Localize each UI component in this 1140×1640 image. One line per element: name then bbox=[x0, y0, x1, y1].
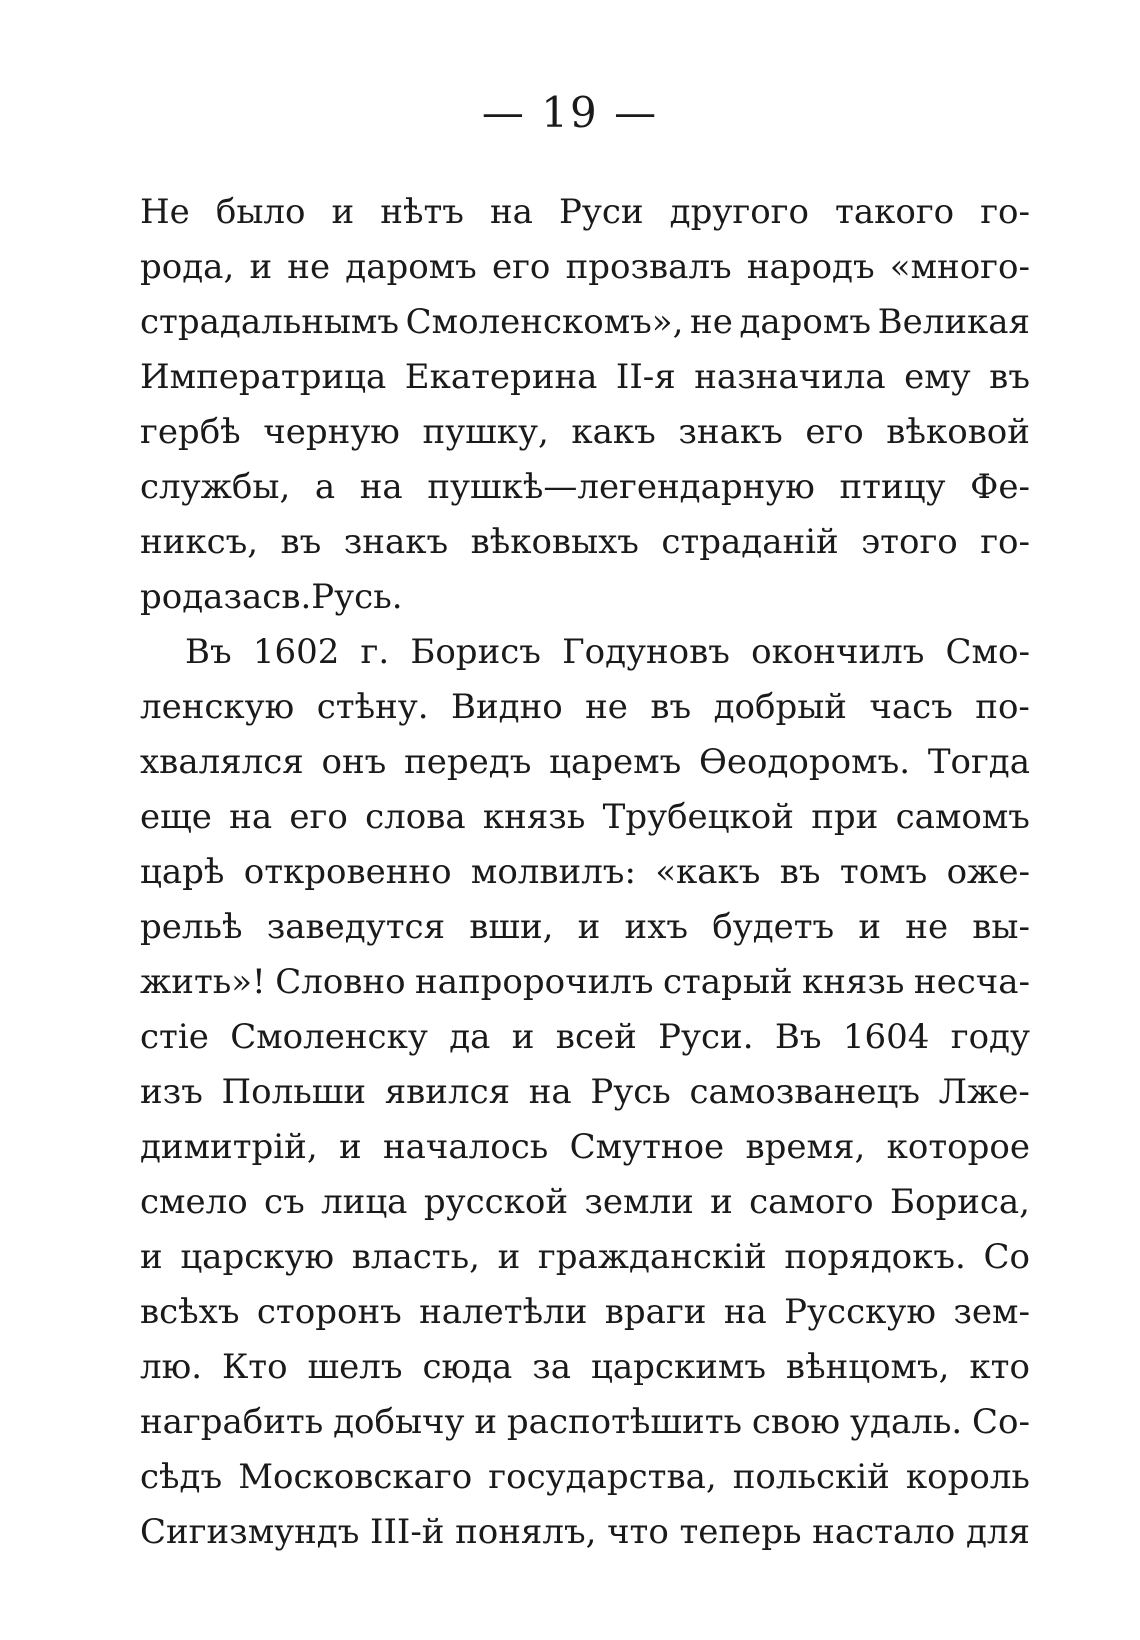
word: добрый bbox=[713, 687, 847, 727]
word: гражданскій bbox=[537, 1237, 767, 1277]
word: III-й bbox=[370, 1512, 445, 1552]
word: самомъ bbox=[895, 797, 1030, 837]
word: власть, bbox=[351, 1237, 480, 1277]
word: несча- bbox=[913, 962, 1030, 1002]
word: не bbox=[287, 247, 331, 287]
word: 1602 bbox=[252, 632, 340, 672]
word: сюда bbox=[422, 1347, 513, 1387]
word: вы- bbox=[972, 907, 1030, 947]
word: рельѣ bbox=[140, 907, 243, 947]
word: на bbox=[489, 192, 533, 232]
word: государства, bbox=[488, 1457, 717, 1497]
word: Московскаго bbox=[238, 1457, 473, 1497]
word: и bbox=[331, 192, 355, 232]
text-line bbox=[140, 898, 1030, 956]
word: стіе bbox=[140, 1017, 209, 1057]
word: самого bbox=[749, 1182, 874, 1222]
word: польскій bbox=[732, 1457, 890, 1497]
word: димитрій, bbox=[140, 1127, 318, 1167]
text-line bbox=[140, 1008, 1030, 1066]
word: добычу bbox=[333, 1402, 465, 1442]
word: какъ bbox=[571, 412, 656, 452]
word: а bbox=[314, 467, 336, 507]
word: по- bbox=[975, 687, 1030, 727]
word: го- bbox=[980, 192, 1030, 232]
word: Руси. bbox=[658, 1017, 754, 1057]
text-line bbox=[140, 1338, 1030, 1396]
word: царемъ bbox=[549, 742, 682, 782]
word: Руси bbox=[559, 192, 644, 232]
word: старый bbox=[662, 962, 793, 1002]
word: кто bbox=[969, 1347, 1030, 1387]
word: рода bbox=[140, 577, 224, 617]
word: Смоленску bbox=[230, 1017, 428, 1057]
word: и bbox=[474, 1402, 498, 1442]
word: Великая bbox=[877, 302, 1030, 342]
word: король bbox=[905, 1457, 1030, 1497]
word: царѣ bbox=[140, 852, 225, 892]
word: томъ bbox=[839, 852, 928, 892]
text-line bbox=[140, 1503, 1030, 1561]
word: на bbox=[229, 797, 273, 837]
word: хвалялся bbox=[140, 742, 304, 782]
word: зем- bbox=[953, 1292, 1030, 1332]
word: лица bbox=[321, 1182, 408, 1222]
word: и bbox=[338, 1127, 362, 1167]
word: и bbox=[577, 907, 601, 947]
word: и bbox=[249, 247, 273, 287]
text-line bbox=[140, 1228, 1030, 1286]
word: Со bbox=[983, 1237, 1030, 1277]
word: онъ bbox=[321, 742, 387, 782]
text-line bbox=[140, 1063, 1030, 1121]
word: явился bbox=[384, 1072, 511, 1112]
word: 1604 bbox=[842, 1017, 930, 1057]
word: Русскую bbox=[784, 1292, 936, 1332]
word: стѣну. bbox=[316, 687, 429, 727]
text-line bbox=[140, 293, 1030, 351]
word: знакъ bbox=[678, 412, 783, 452]
word: Фе- bbox=[970, 467, 1030, 507]
word: страдальнымъ bbox=[140, 302, 400, 342]
word: сѣдъ bbox=[140, 1457, 223, 1497]
word: напророчилъ bbox=[415, 962, 654, 1002]
word: въ bbox=[779, 852, 821, 892]
word: Лже- bbox=[938, 1072, 1030, 1112]
word: прозвалъ bbox=[565, 247, 732, 287]
word: даромъ bbox=[345, 247, 477, 287]
word: его bbox=[289, 797, 348, 837]
word: не bbox=[690, 302, 733, 342]
word: смело bbox=[140, 1182, 248, 1222]
text-line bbox=[140, 1448, 1030, 1506]
word: теперь bbox=[679, 1512, 802, 1552]
page-number: — 19 — bbox=[481, 88, 659, 137]
word: заведутся bbox=[266, 907, 446, 947]
word: съ bbox=[264, 1182, 305, 1222]
word: которое bbox=[886, 1127, 1030, 1167]
word: настало bbox=[812, 1512, 956, 1552]
text-line bbox=[140, 733, 1030, 791]
word: другого bbox=[669, 192, 809, 232]
word: князь bbox=[802, 962, 905, 1002]
word: за bbox=[223, 577, 263, 617]
word: сторонъ bbox=[256, 1292, 402, 1332]
word: земли bbox=[584, 1182, 694, 1222]
word: Въ bbox=[774, 1017, 822, 1057]
word: не bbox=[585, 687, 628, 727]
word: всѣхъ bbox=[140, 1292, 240, 1332]
word: го- bbox=[980, 522, 1030, 562]
word: свою bbox=[751, 1402, 841, 1442]
word: оже- bbox=[946, 852, 1030, 892]
text-line bbox=[140, 1173, 1030, 1231]
word: даромъ bbox=[739, 302, 871, 342]
word: II-я bbox=[615, 357, 676, 397]
word: «много- bbox=[889, 247, 1030, 287]
word: страданій bbox=[661, 522, 839, 562]
word: такого bbox=[835, 192, 955, 232]
word: и bbox=[710, 1182, 733, 1222]
word: гербѣ bbox=[140, 412, 241, 452]
word: св. bbox=[262, 577, 312, 617]
word: и bbox=[858, 907, 882, 947]
word: жить»! bbox=[140, 962, 266, 1002]
word: лю. bbox=[140, 1347, 203, 1387]
word: Борисъ bbox=[410, 632, 541, 672]
word: враги bbox=[604, 1292, 707, 1332]
word: вши, bbox=[469, 907, 554, 947]
word: ихъ bbox=[624, 907, 689, 947]
word: что bbox=[607, 1512, 669, 1552]
word: и bbox=[497, 1237, 521, 1277]
word: Русь. bbox=[311, 577, 403, 617]
word: Смоленскомъ», bbox=[405, 302, 684, 342]
word: году bbox=[950, 1017, 1030, 1057]
word: «какъ bbox=[655, 852, 761, 892]
word: молвилъ: bbox=[470, 852, 636, 892]
word: рода, bbox=[140, 247, 235, 287]
word: Русь bbox=[590, 1072, 671, 1112]
word: шелъ bbox=[307, 1347, 403, 1387]
word: пушкѣ—легендарную bbox=[427, 467, 815, 507]
text-line bbox=[140, 843, 1030, 901]
word: будетъ bbox=[712, 907, 835, 947]
word: на bbox=[359, 467, 403, 507]
word: этого bbox=[861, 522, 958, 562]
word: Кто bbox=[221, 1347, 288, 1387]
text-line bbox=[140, 348, 1030, 406]
word: вѣковой bbox=[886, 412, 1030, 452]
word: Императрица bbox=[140, 357, 387, 397]
word: время, bbox=[745, 1127, 866, 1167]
word: на bbox=[723, 1292, 767, 1332]
word: нѣтъ bbox=[380, 192, 464, 232]
word: никсъ, bbox=[140, 522, 259, 562]
text-line bbox=[185, 623, 1030, 681]
word: при bbox=[811, 797, 879, 837]
word: знакъ bbox=[343, 522, 449, 562]
text-line bbox=[140, 1283, 1030, 1341]
word: въ bbox=[989, 357, 1030, 397]
word: откровенно bbox=[243, 852, 452, 892]
word: Ѳеодоромъ. bbox=[699, 742, 911, 782]
word: Въ bbox=[185, 632, 232, 672]
word: царскимъ bbox=[591, 1347, 766, 1387]
word: не bbox=[905, 907, 949, 947]
word: самозванецъ bbox=[689, 1072, 920, 1112]
word: птицу bbox=[839, 467, 946, 507]
text-line bbox=[140, 238, 1030, 296]
text-line bbox=[140, 403, 1030, 461]
word: Словно bbox=[275, 962, 406, 1002]
word: и bbox=[511, 1017, 535, 1057]
word: ленскую bbox=[140, 687, 295, 727]
text-line bbox=[140, 513, 1030, 571]
word: передъ bbox=[404, 742, 532, 782]
word: ему bbox=[904, 357, 971, 397]
word: на bbox=[528, 1072, 572, 1112]
word: окончилъ bbox=[751, 632, 925, 672]
word: изъ bbox=[140, 1072, 203, 1112]
text-line bbox=[140, 953, 1030, 1011]
word: назначила bbox=[694, 357, 886, 397]
text-line bbox=[140, 183, 1030, 241]
word: Польши bbox=[221, 1072, 367, 1112]
word: Бориса, bbox=[889, 1182, 1030, 1222]
word: еще bbox=[140, 797, 212, 837]
word: Смо- bbox=[945, 632, 1030, 672]
word: въ bbox=[650, 687, 692, 727]
word: вѣнцомъ, bbox=[785, 1347, 950, 1387]
word: его bbox=[805, 412, 864, 452]
text-line bbox=[140, 678, 1030, 736]
word: черную bbox=[263, 412, 400, 452]
word: его bbox=[492, 247, 551, 287]
word: вѣковыхъ bbox=[470, 522, 639, 562]
word: удаль. bbox=[850, 1402, 963, 1442]
word: службы, bbox=[140, 467, 291, 507]
word: народъ bbox=[746, 247, 875, 287]
word: началось bbox=[382, 1127, 549, 1167]
word: Трубецкой bbox=[602, 797, 794, 837]
word: Со- bbox=[972, 1402, 1030, 1442]
word: всей bbox=[555, 1017, 637, 1057]
word: Сигизмундъ bbox=[140, 1512, 360, 1552]
text-line bbox=[140, 788, 1030, 846]
word: слова bbox=[365, 797, 466, 837]
text-line bbox=[140, 458, 1030, 516]
word: для bbox=[965, 1512, 1030, 1552]
word: часъ bbox=[869, 687, 953, 727]
word: понялъ, bbox=[455, 1512, 597, 1552]
word: русской bbox=[423, 1182, 569, 1222]
word: Тогда bbox=[927, 742, 1030, 782]
word: налетѣли bbox=[419, 1292, 588, 1332]
word: Не bbox=[140, 192, 190, 232]
word: за bbox=[532, 1347, 572, 1387]
word: Екатерина bbox=[404, 357, 598, 397]
word: порядокъ. bbox=[784, 1237, 966, 1277]
word: да bbox=[449, 1017, 491, 1057]
word: Видно bbox=[450, 687, 563, 727]
word: Смутное bbox=[569, 1127, 725, 1167]
word: князь bbox=[482, 797, 586, 837]
word: г. bbox=[360, 632, 390, 672]
word: въ bbox=[280, 522, 322, 562]
word: пушку, bbox=[422, 412, 549, 452]
word: награбить bbox=[140, 1402, 324, 1442]
word: было bbox=[215, 192, 306, 232]
word: царскую bbox=[180, 1237, 335, 1277]
text-line bbox=[140, 568, 1030, 626]
text-line bbox=[140, 1393, 1030, 1451]
word: Годуновъ bbox=[562, 632, 730, 672]
text-line bbox=[140, 1118, 1030, 1176]
word: распотѣшить bbox=[506, 1402, 743, 1442]
word: и bbox=[140, 1237, 163, 1277]
